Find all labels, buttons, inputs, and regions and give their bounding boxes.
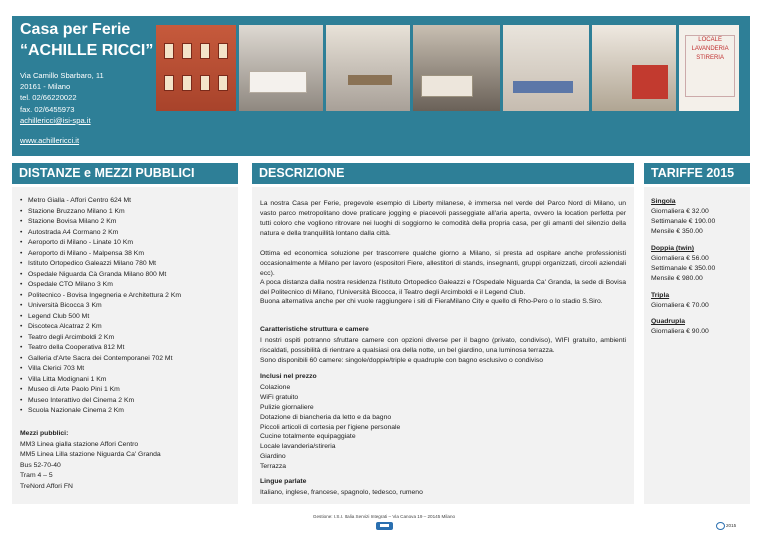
transport-line: MM5 Linea Lilla stazione Niguarda Ca' Granda bbox=[20, 451, 161, 458]
struttura-section bbox=[260, 325, 626, 366]
tariff-price: Mensile € 350.00 bbox=[651, 228, 703, 235]
contact-block bbox=[20, 70, 104, 126]
inclusi-section bbox=[260, 372, 626, 472]
dining-room-photo bbox=[326, 25, 410, 111]
lingue-text: Italiano, inglese, francese, spagnolo, tedesco, rumeno bbox=[260, 488, 423, 496]
distance-item: • Politecnico - Bovisa Ingegneria e Architettura 2 Km bbox=[20, 291, 181, 302]
included-item: Giardino bbox=[260, 453, 286, 461]
included-item: Piccoli articoli di cortesia per l'igiene personale bbox=[260, 423, 401, 431]
photo-strip bbox=[156, 25, 742, 111]
city: 20161 - Milano bbox=[20, 82, 71, 92]
transport-line: Bus 52-70-40 bbox=[20, 461, 61, 469]
distanze-panel bbox=[12, 187, 238, 504]
included-item: WiFi gratuito bbox=[260, 393, 299, 401]
tariff-room-type: Quadrupla bbox=[651, 318, 685, 325]
lingue-title: Lingue parlate bbox=[260, 478, 307, 485]
descrizione-panel bbox=[252, 187, 634, 504]
included-item: Dotazione di biancheria da letto e da bagno bbox=[260, 413, 392, 421]
distance-item: • Teatro della Cooperativa 812 Mt bbox=[20, 343, 181, 354]
laundry-sign: LOCALE LAVANDERIA STIRERIA bbox=[685, 35, 735, 97]
struttura-title: Caratteristiche struttura e camere bbox=[260, 326, 369, 333]
tariff-price: Mensile € 980.00 bbox=[651, 275, 703, 282]
header-banner bbox=[12, 16, 750, 156]
distance-item: • Teatro degli Arcimboldi 2 Km bbox=[20, 333, 181, 344]
distance-item: • Ospedale Niguarda Cà Granda Milano 800 Mt bbox=[20, 270, 181, 281]
tariff-price: Giornaliera € 70.00 bbox=[651, 302, 709, 309]
distance-item: • Ospedale CTO Milano 3 Km bbox=[20, 280, 181, 291]
lingue-section bbox=[260, 477, 626, 498]
distance-item: • Istituto Ortopedico Galeazzi Milano 780 Mt bbox=[20, 259, 181, 270]
description-paragraph-1: La nostra Casa per Ferie, pregevole esempio di Liberty milanese, è immersa nel verde del Parco Nord di Milano, un vasto parco metropolitano dove praticare jogging e piacevoli passeggiate all'aria aperta, ovvero la location perfetta per tutti coloro che vogliono ritrovare nei luoghi di soggiorno le comodità della propria casa, per gli amanti del silenzio della natura e della tranquillità lontano dalla città. bbox=[260, 200, 626, 237]
title-line-1: Casa per Ferie bbox=[20, 21, 131, 38]
year-logo: 2015 bbox=[716, 522, 736, 530]
tariff-group bbox=[651, 317, 709, 337]
tariff-room-type: Tripla bbox=[651, 292, 670, 299]
distance-item: • Discoteca Alcatraz 2 Km bbox=[20, 322, 181, 333]
transport-line: MM3 Linea gialla stazione Affori Centro bbox=[20, 440, 139, 448]
description-paragraph-3: A poca distanza dalla nostra residenza l'Istituto Ortopedico Galeazzi e l'Ospedale Niguarda Ca' Granda, la sede di Bovisa del Politecnico di Milano, l'Università Bicocca, il Teatro degli Arcimboldi e il Legend Club. bbox=[260, 279, 626, 296]
website-link[interactable]: www.achillericci.it bbox=[20, 136, 80, 145]
distance-list bbox=[20, 196, 181, 417]
bedroom-photo bbox=[239, 25, 323, 111]
tariff-room-type: Singola bbox=[651, 198, 676, 205]
struttura-text-2: Sono disponibili 60 camere: singole/doppie/triple e quadruple con bagno esclusivo o condiviso bbox=[260, 356, 544, 364]
tariffe-heading: TARIFFE 2015 bbox=[644, 163, 750, 184]
common-area-photo bbox=[503, 25, 589, 111]
swirl-icon bbox=[716, 522, 725, 530]
tariff-price: Giornaliera € 90.00 bbox=[651, 328, 709, 335]
title-line-2: “ACHILLE RICCI” bbox=[20, 42, 154, 59]
tariff-price: Settimanale € 190.00 bbox=[651, 218, 716, 225]
distance-item: • Aeroporto di Milano - Malpensa 38 Km bbox=[20, 249, 181, 260]
distance-item: • Museo di Arte Paolo Pini 1 Km bbox=[20, 385, 181, 396]
distance-item: • Stazione Bruzzano Milano 1 Km bbox=[20, 207, 181, 218]
telephone: tel. 02/66220022 bbox=[20, 93, 77, 103]
distance-item: • Metro Gialla - Affori Centro 624 Mt bbox=[20, 196, 181, 207]
laundry-sign-photo bbox=[679, 25, 739, 111]
mezzi-title: Mezzi pubblici: bbox=[20, 430, 69, 437]
distance-item: • Legend Club 500 Mt bbox=[20, 312, 181, 323]
email-link[interactable]: achillericci@isi-spa.it bbox=[20, 115, 91, 125]
distance-item: • Stazione Bovisa Milano 2 Km bbox=[20, 217, 181, 228]
included-item: Locale lavanderia/stireria bbox=[260, 443, 336, 451]
inclusi-title: Inclusi nel prezzo bbox=[260, 373, 317, 380]
struttura-text: I nostri ospiti potranno sfruttare camere con opzioni diverse per il bagno (privato, condiviso), WIFI gratuito, ambienti riscaldati, possibilità di rientrare a qualsiasi ora della notte, un bel giardino, una luminosa terrazza. bbox=[260, 336, 626, 354]
public-transport bbox=[20, 429, 161, 492]
included-item: Terrazza bbox=[260, 463, 287, 471]
tariff-room-type: Doppia (twin) bbox=[651, 245, 695, 252]
footer-text: Gestione: I.S.I. Italia Servizi Integrati – Via Canova 19 – 20145 Milano bbox=[312, 514, 456, 519]
transport-line: TreNord Affori FN bbox=[20, 482, 73, 490]
address: Via Camillo Sbarbaro, 11 bbox=[20, 71, 104, 80]
distance-item: • Università Bicocca 3 Km bbox=[20, 301, 181, 312]
distance-item: • Scuola Nazionale Cinema 2 Km bbox=[20, 406, 181, 417]
tariff-group bbox=[651, 197, 715, 237]
distance-item: • Museo Interattivo del Cinema 2 Km bbox=[20, 396, 181, 407]
isi-logo-icon bbox=[376, 522, 393, 530]
included-item: Pulizie giornaliere bbox=[260, 403, 314, 411]
tariff-group bbox=[651, 244, 715, 284]
distanze-heading: DISTANZE e MEZZI PUBBLICI bbox=[12, 163, 238, 184]
room-photo bbox=[413, 25, 501, 111]
included-item: Colazione bbox=[260, 383, 291, 391]
description-paragraph-2: Ottima ed economica soluzione per trascorrere qualche giorno a Milano, si presta ad ospitare anche professionisti occasionalmente a Milano per lavoro (espositori Fiere, allestitori di stands, insegnanti, gruppi organizzati, circoli aziendali ecc). bbox=[260, 250, 626, 277]
building-photo bbox=[156, 25, 236, 111]
fax: fax. 02/6455973 bbox=[20, 104, 75, 114]
distance-item: • Villa Litta Modignani 1 Km bbox=[20, 375, 181, 386]
descrizione-heading: DESCRIZIONE bbox=[252, 163, 634, 184]
included-item: Cucine totalmente equipaggiate bbox=[260, 433, 356, 441]
distance-item: • Autostrada A4 Cormano 2 Km bbox=[20, 228, 181, 239]
tariffe-panel bbox=[644, 187, 750, 504]
distance-item: • Villa Clerici 703 Mt bbox=[20, 364, 181, 375]
distance-item: • Aeroporto di Milano - Linate 10 Km bbox=[20, 238, 181, 249]
tariff-group bbox=[651, 291, 709, 311]
tariff-price: Giornaliera € 32.00 bbox=[651, 208, 709, 215]
transport-line: Tram 4 – 5 bbox=[20, 472, 53, 479]
tariff-price: Settimanale € 350.00 bbox=[651, 265, 716, 272]
tariff-price: Giornaliera € 56.00 bbox=[651, 255, 709, 262]
kitchen-photo bbox=[592, 25, 676, 111]
distance-item: • Galleria d'Arte Sacra dei Contemporanei 702 Mt bbox=[20, 354, 181, 365]
description-paragraph-4: Buona alternativa anche per chi vuole raggiungere i siti di FieraMilano City e quello di Rho-Pero o lo stadio S.Siro. bbox=[260, 298, 603, 305]
